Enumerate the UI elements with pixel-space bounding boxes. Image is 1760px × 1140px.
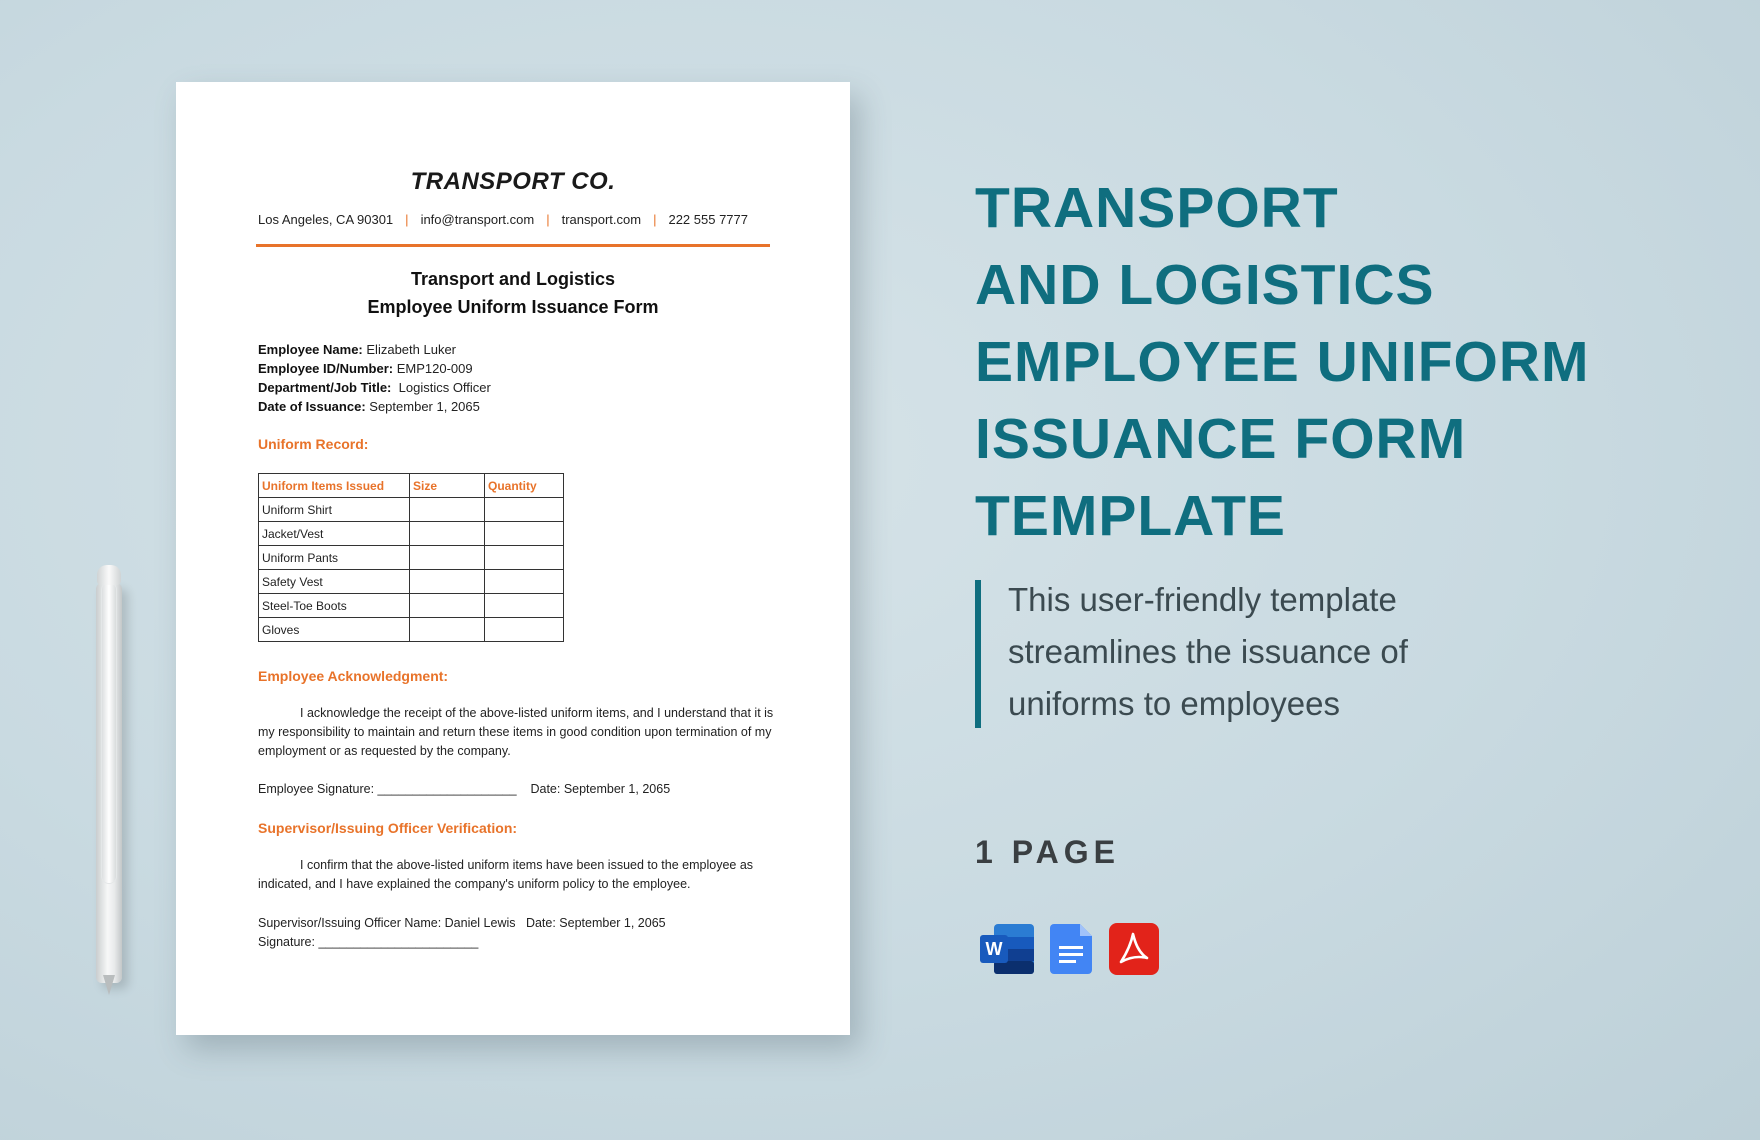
supervisor-name-row bbox=[258, 916, 666, 930]
issuance-date-label: Date of Issuance: bbox=[258, 399, 366, 414]
contact-address: Los Angeles, CA 90301 bbox=[258, 212, 394, 227]
quantity-cell bbox=[485, 546, 564, 570]
quantity-cell bbox=[485, 618, 564, 642]
item-cell: Safety Vest bbox=[259, 570, 410, 594]
employee-signature-row bbox=[258, 782, 670, 796]
description-line: uniforms to employees bbox=[1008, 685, 1340, 722]
contact-separator: | bbox=[653, 212, 657, 227]
table-row bbox=[259, 594, 564, 618]
contact-email: info@transport.com bbox=[420, 212, 535, 227]
quantity-cell bbox=[485, 594, 564, 618]
uniform-items-table bbox=[258, 473, 564, 642]
acknowledgment-text bbox=[258, 704, 778, 761]
description-line: This user-friendly template bbox=[1008, 581, 1397, 618]
google-docs-icon bbox=[1050, 922, 1094, 976]
column-header-quantity: Quantity bbox=[485, 474, 564, 498]
table-row bbox=[259, 618, 564, 642]
employee-signature-label: Employee Signature: ____________________ bbox=[258, 782, 517, 796]
description-line: streamlines the issuance of bbox=[1008, 633, 1408, 670]
table-row bbox=[259, 498, 564, 522]
employee-fields bbox=[258, 340, 491, 416]
supervisor-name-label: Supervisor/Issuing Officer Name: Daniel Lewis bbox=[258, 916, 516, 930]
header-divider bbox=[256, 244, 770, 247]
word-icon bbox=[978, 922, 1036, 976]
acknowledgment-heading: Employee Acknowledgment: bbox=[258, 668, 449, 684]
size-cell bbox=[410, 522, 485, 546]
form-document-preview bbox=[176, 82, 850, 1035]
employee-id-value: EMP120-009 bbox=[396, 361, 473, 376]
issuance-date-value: September 1, 2065 bbox=[369, 399, 480, 414]
table-row bbox=[259, 570, 564, 594]
column-header-items: Uniform Items Issued bbox=[259, 474, 410, 498]
supervisor-date: Date: September 1, 2065 bbox=[525, 916, 666, 930]
contact-website: transport.com bbox=[561, 212, 642, 227]
item-cell: Uniform Pants bbox=[259, 546, 410, 570]
contact-separator: | bbox=[405, 212, 409, 227]
table-row bbox=[259, 546, 564, 570]
item-cell: Uniform Shirt bbox=[259, 498, 410, 522]
department-label: Department/Job Title: bbox=[258, 380, 392, 395]
headline-line: TEMPLATE bbox=[975, 484, 1286, 548]
form-title bbox=[176, 265, 850, 321]
form-title-line2: Employee Uniform Issuance Form bbox=[367, 297, 659, 317]
pdf-icon bbox=[1108, 922, 1160, 976]
company-name: TRANSPORT CO. bbox=[410, 168, 616, 195]
quantity-cell bbox=[485, 522, 564, 546]
table-row bbox=[259, 522, 564, 546]
item-cell: Steel-Toe Boots bbox=[259, 594, 410, 618]
size-cell bbox=[410, 498, 485, 522]
contact-line bbox=[258, 212, 748, 227]
headline-line: EMPLOYEE UNIFORM bbox=[975, 330, 1590, 394]
size-cell bbox=[410, 594, 485, 618]
department-value: Logistics Officer bbox=[398, 380, 491, 395]
promo-headline bbox=[975, 170, 1735, 555]
employee-id-label: Employee ID/Number: bbox=[258, 361, 394, 376]
item-cell: Jacket/Vest bbox=[259, 522, 410, 546]
item-cell: Gloves bbox=[259, 618, 410, 642]
pen-illustration bbox=[94, 565, 124, 995]
word-icon-letter: W bbox=[985, 939, 1003, 959]
size-cell bbox=[410, 546, 485, 570]
headline-line: AND LOGISTICS bbox=[975, 253, 1435, 317]
employee-signature-date: Date: September 1, 2065 bbox=[530, 782, 671, 796]
promo-description bbox=[1008, 574, 1528, 730]
supervisor-signature-row: Signature: _______________________ bbox=[258, 935, 479, 949]
headline-line: ISSUANCE FORM bbox=[975, 407, 1467, 471]
contact-separator: | bbox=[546, 212, 550, 227]
size-cell bbox=[410, 618, 485, 642]
employee-name-value: Elizabeth Luker bbox=[366, 342, 457, 357]
page-count: 1 PAGE bbox=[975, 834, 1120, 870]
form-title-line1: Transport and Logistics bbox=[410, 269, 616, 289]
quantity-cell bbox=[485, 498, 564, 522]
quantity-cell bbox=[485, 570, 564, 594]
acknowledgment-body: I acknowledge the receipt of the above-listed uniform items, and I understand that it is my responsibility to maintain and return these items in good condition upon termination of my employment or as requested by the company. bbox=[258, 706, 774, 758]
contact-phone: 222 555 7777 bbox=[668, 212, 748, 227]
size-cell bbox=[410, 570, 485, 594]
uniform-record-heading: Uniform Record: bbox=[258, 436, 369, 452]
verification-heading: Supervisor/Issuing Officer Verification: bbox=[258, 820, 518, 836]
description-accent-bar bbox=[975, 580, 981, 728]
verification-body: I confirm that the above-listed uniform items have been issued to the employee as indicated, and I have explained the company's uniform policy to the employee. bbox=[258, 858, 754, 891]
headline-line: TRANSPORT bbox=[975, 176, 1339, 240]
verification-text bbox=[258, 856, 778, 894]
employee-name-label: Employee Name: bbox=[258, 342, 363, 357]
column-header-size: Size bbox=[410, 474, 485, 498]
